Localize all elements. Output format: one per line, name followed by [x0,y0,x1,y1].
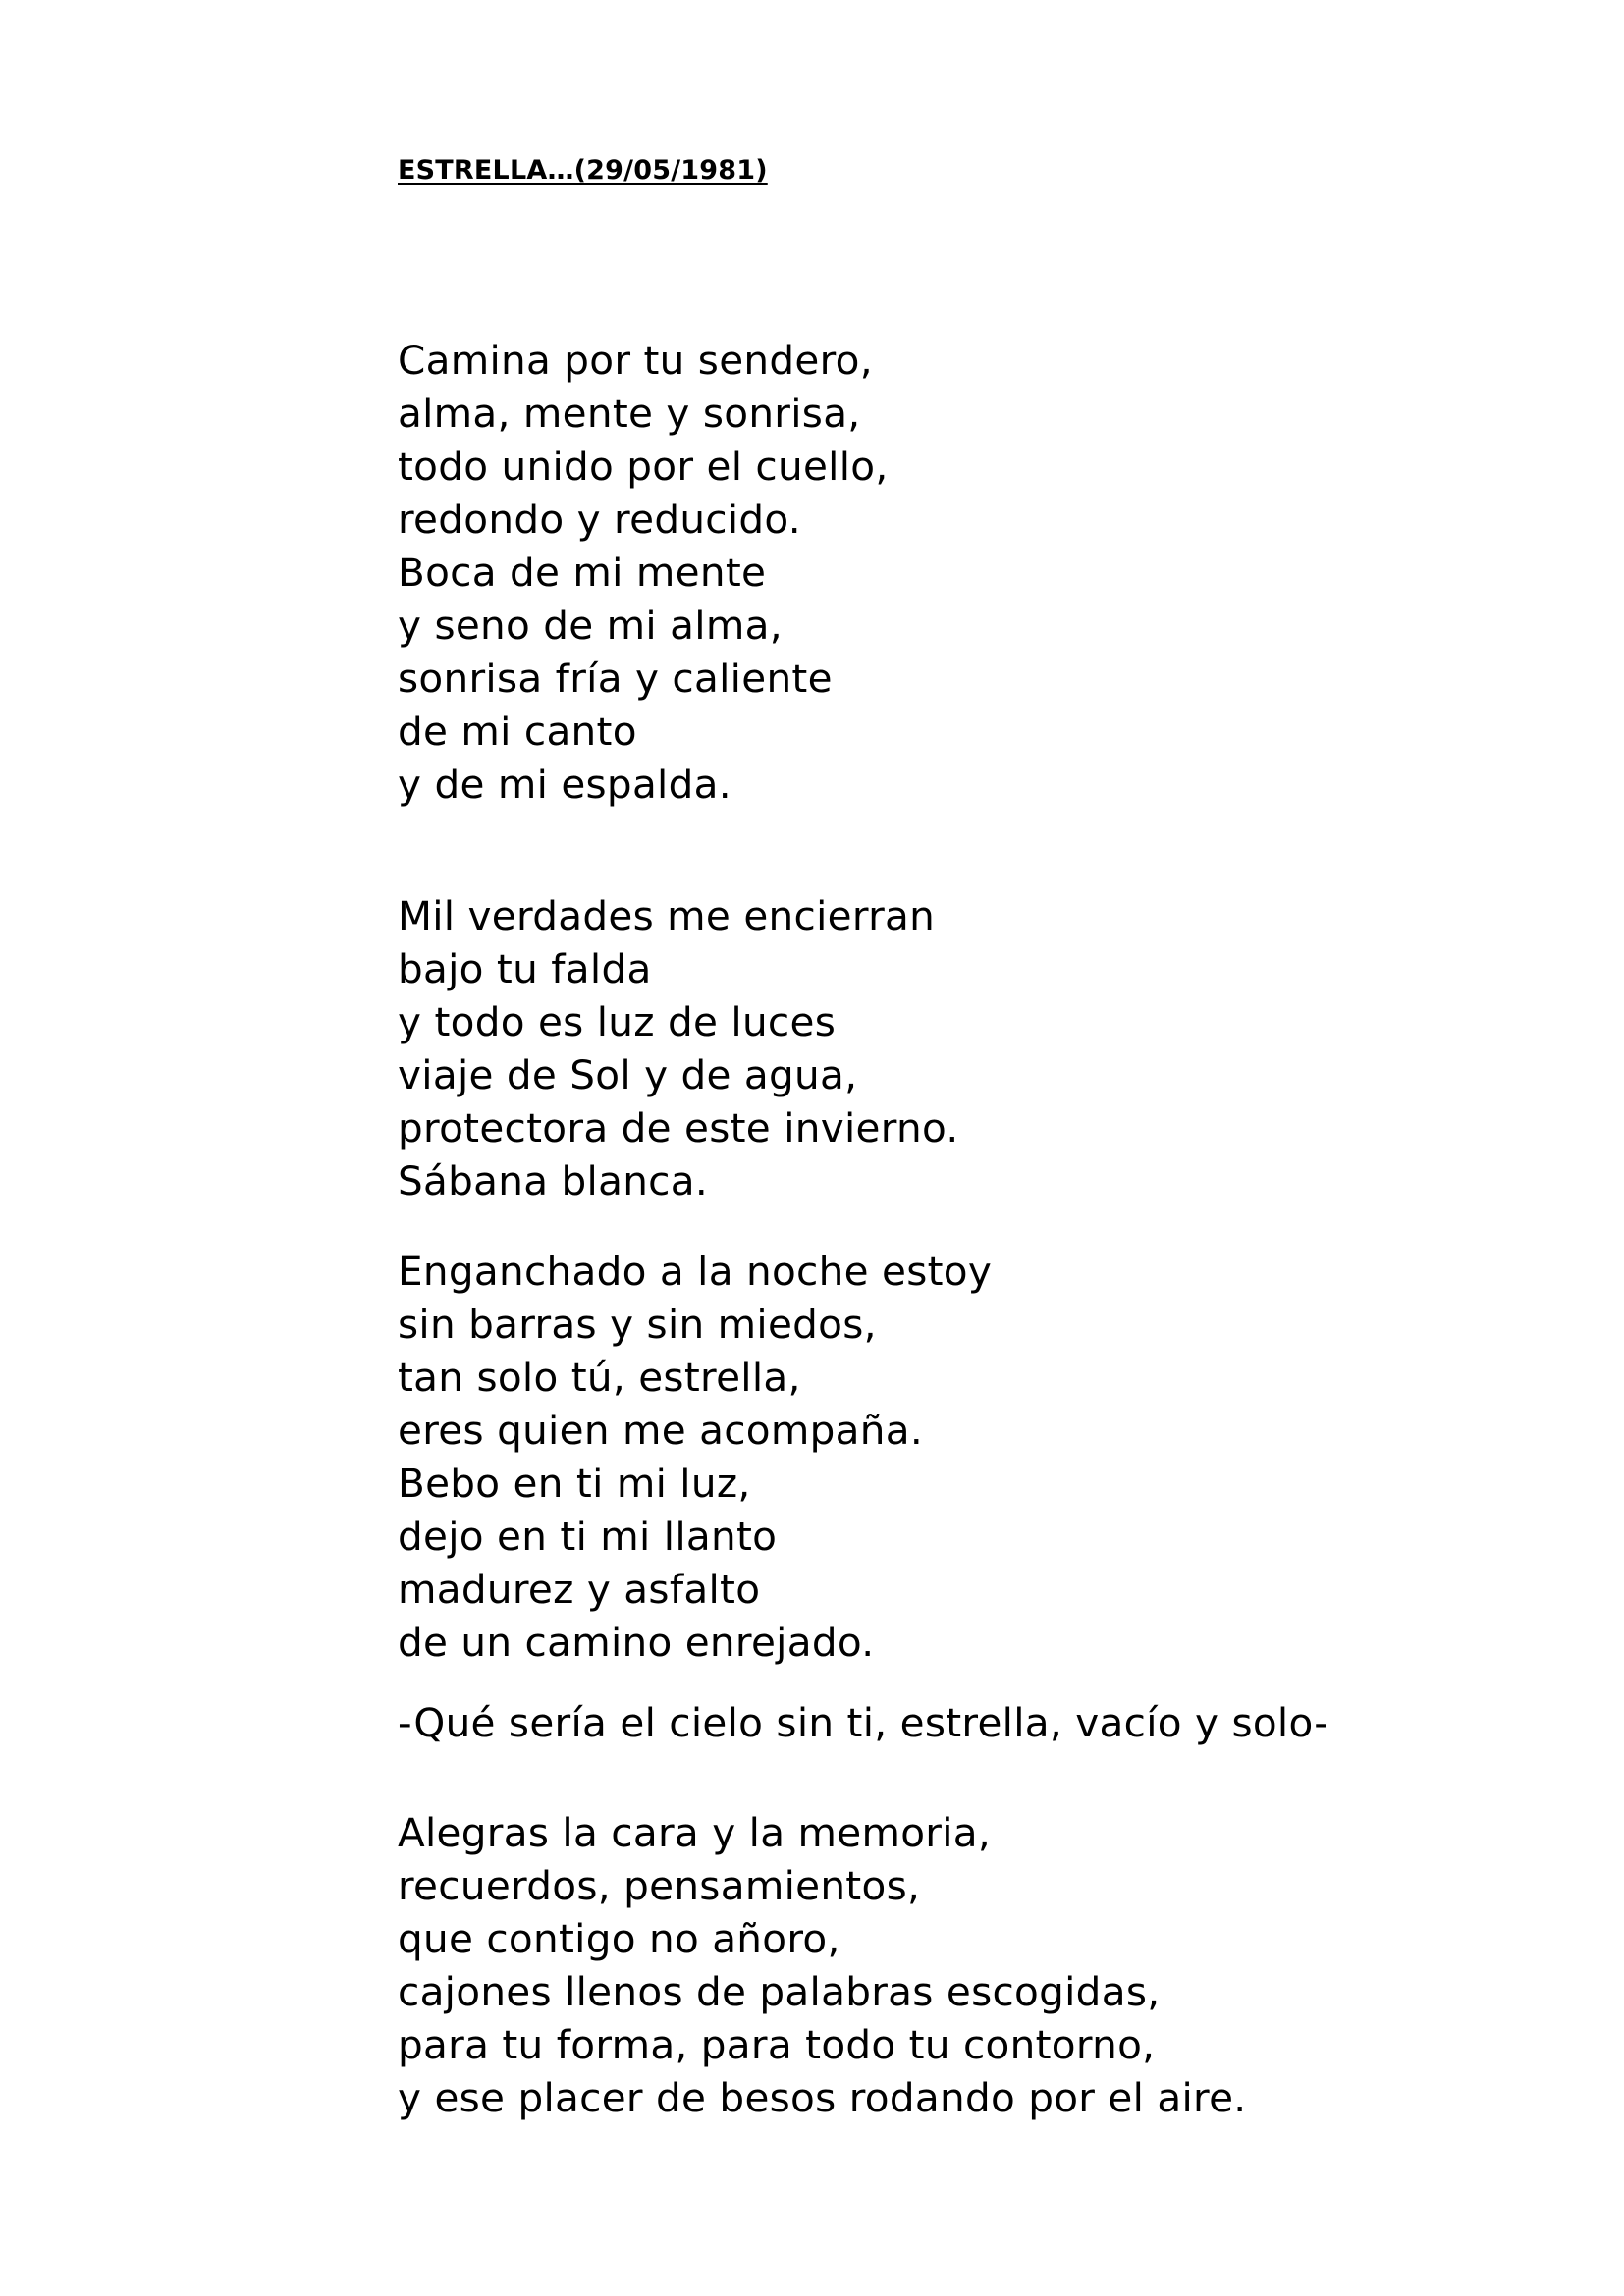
poem-line: para tu forma, para todo tu contorno, [398,2021,1156,2068]
poem-line: Camina por tu sendero, [398,337,873,384]
poem-line: Bebo en ti mi luz, [398,1460,751,1507]
poem-line: y todo es luz de luces [398,998,837,1045]
poem-line: Mil verdades me encierran [398,892,936,939]
poem-line: cajones llenos de palabras escogidas, [398,1968,1161,2015]
poem-line: madurez y asfalto [398,1566,761,1613]
poem-line: y ese placer de besos rodando por el aire. [398,2074,1247,2121]
stanza-2 [398,889,959,1207]
poem-line: y seno de mi alma, [398,602,783,649]
poem-line: sonrisa fría y caliente [398,655,833,702]
poem-line: Alegras la cara y la memoria, [398,1809,992,1856]
poem-line: Sábana blanca. [398,1157,709,1204]
poem-line: sin barras y sin miedos, [398,1301,877,1348]
poem-line: de mi canto [398,708,637,755]
stanza-5 [398,1806,1246,2124]
poem-line: Enganchado a la noche estoy [398,1248,993,1295]
poem-line: alma, mente y sonrisa, [398,390,861,437]
poem-line: que contigo no añoro, [398,1915,840,1962]
poem-line: de un camino enrejado. [398,1619,875,1666]
stanza-3 [398,1245,992,1669]
poem-title: ESTRELLA…(29/05/1981) [398,155,768,186]
poem-line: eres quien me acompaña. [398,1407,924,1454]
poem-line: -Qué sería el cielo sin ti, estrella, vacío y solo- [398,1699,1329,1746]
poem-line: dejo en ti mi llanto [398,1513,778,1560]
poem-line: protectora de este invierno. [398,1104,959,1151]
poem-line: y de mi espalda. [398,761,731,808]
poem-line: bajo tu falda [398,945,652,992]
stanza-1 [398,334,889,811]
poem-line: todo unido por el cuello, [398,443,889,490]
poem-line: Boca de mi mente [398,549,767,596]
poem-line: tan solo tú, estrella, [398,1354,801,1401]
poem-line: redondo y reducido. [398,496,801,543]
poem-line: viaje de Sol y de agua, [398,1051,858,1098]
stanza-4 [398,1696,1328,1749]
poem-line: recuerdos, pensamientos, [398,1862,921,1909]
